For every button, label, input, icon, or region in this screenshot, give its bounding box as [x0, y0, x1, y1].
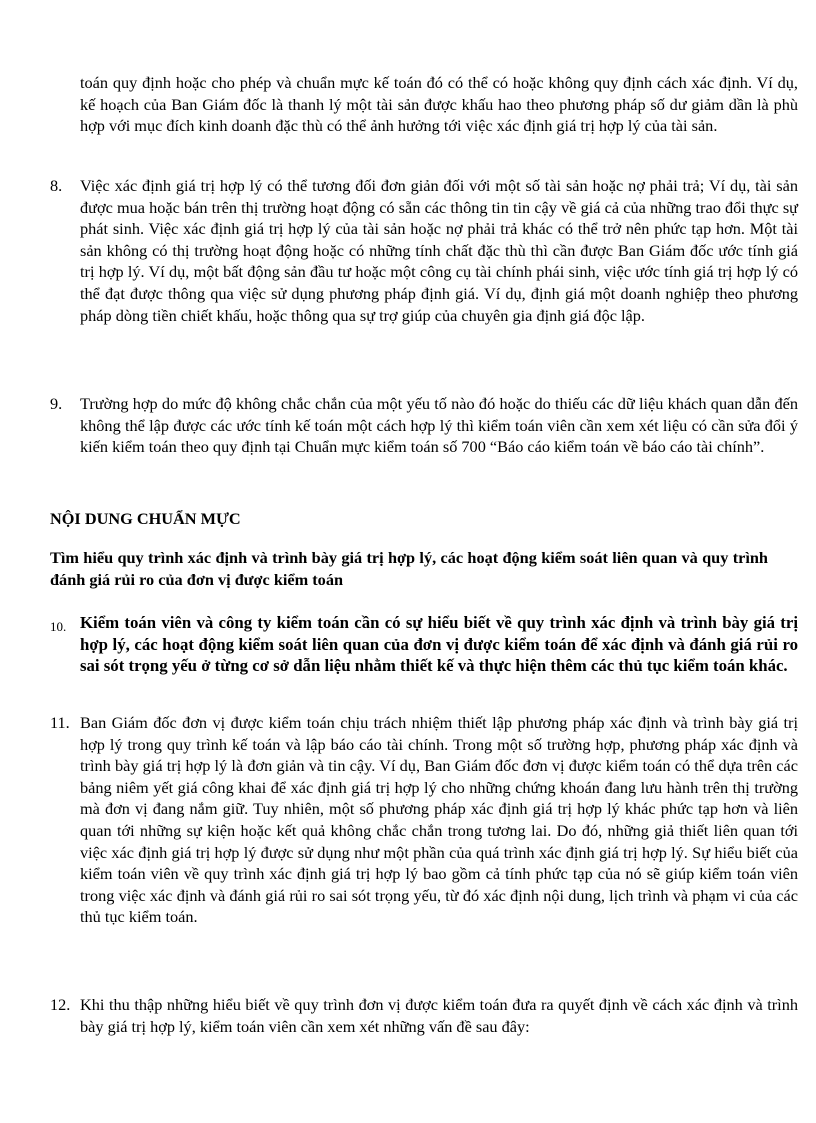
paragraph-8: [50, 175, 798, 326]
paragraph-number: 11.: [50, 713, 70, 732]
paragraph-text: Ban Giám đốc đơn vị được kiểm toán chịu trách nhiệm thiết lập phương pháp xác định và trình bày giá trị hợp lý trong quy trình kế toán và lập báo cáo tài chính. Trong một số trường hợp, phương pháp xác định và trình bày giá trị hợp lý là đơn giản và tin cậy. Ví dụ, Ban Giám đốc đơn vị được kiểm toán có thể dựa trên các bảng niêm yết giá công khai để xác định giá trị hợp lý cho những chứng khoán đang lưu hành trên thị trường mà đơn vị đang nắm giữ. Tuy nhiên, một số phương pháp xác định giá trị hợp lý khác phức tạp hơn và liên quan tới những sự kiện hoặc kết quả không chắc chắn trong tương lai. Do đó, những giả thiết liên quan tới việc xác định giá trị hợp lý được sử dụng như một phần của quá trình xác định giá trị hợp lý. Sự hiểu biết của kiểm toán viên về quy trình xác định giá trị hợp lý bao gồm cả tính phức tạp của nó sẽ giúp kiểm toán viên trong việc xác định và đánh giá rủi ro sai sót trọng yếu, từ đó xác định nội dung, lịch trình và phạm vi của các thủ tục kiểm toán.: [80, 713, 798, 927]
sub-heading: Tìm hiểu quy trình xác định và trình bày giá trị hợp lý, các hoạt động kiểm soát liên quan và quy trình đánh giá rủi ro của đơn vị được kiểm toán: [50, 548, 768, 589]
paragraph-10: [50, 612, 798, 677]
paragraph-9: [50, 393, 798, 458]
paragraph-number: 9.: [50, 394, 63, 413]
paragraph-12: [50, 994, 798, 1037]
paragraph-number: 8.: [50, 176, 63, 195]
paragraph-11: [50, 712, 798, 928]
paragraph-text: Kiểm toán viên và công ty kiểm toán cần có sự hiểu biết về quy trình xác định và trình bày giá trị hợp lý, các hoạt động kiểm soát liên quan của đơn vị được kiểm toán để xác định và đánh giá rủi ro sai sót trọng yếu ở từng cơ sở dẫn liệu nhằm thiết kế và thực hiện thêm các thủ tục kiểm toán khác.: [80, 613, 798, 676]
paragraph-number: 12.: [50, 995, 71, 1014]
paragraph-number: 10.: [50, 619, 67, 634]
paragraph-text: toán quy định hoặc cho phép và chuẩn mực kế toán đó có thể có hoặc không quy định cách xác định. Ví dụ, kế hoạch của Ban Giám đốc là thanh lý một tài sản được khấu hao theo phương pháp số dư giảm dần là phù hợp với mục đích kinh doanh đặc thù có thể ảnh hưởng tới việc xác định giá trị hợp lý của tài sản.: [80, 73, 798, 136]
paragraph-text: Khi thu thập những hiểu biết về quy trình đơn vị được kiểm toán đưa ra quyết định về cách xác định và trình bày giá trị hợp lý, kiểm toán viên cần xem xét những vấn đề sau đây:: [80, 995, 798, 1036]
paragraph-text: Việc xác định giá trị hợp lý có thể tương đối đơn giản đối với một số tài sản hoặc nợ phải trả; Ví dụ, tài sản được mua hoặc bán trên thị trường hoạt động có sẵn các thông tin tin cậy về giá cả của những trao đổi thực sự phát sinh. Việc xác định giá trị hợp lý của tài sản hoặc nợ phải trả khác có thể trở nên phức tạp hơn. Một tài sản không có thị trường hoạt động hoặc có những tính chất đặc thù thì cần được Ban Giám đốc ước tính giá trị hợp lý. Ví dụ, một bất động sản đầu tư hoặc một công cụ tài chính phái sinh, việc ước tính giá trị hợp lý có thể đạt được thông qua việc sử dụng phương pháp định giá. Ví dụ, định giá một doanh nghiệp theo phương pháp dòng tiền chiết khấu, hoặc thông qua sự trợ giúp của chuyên gia định giá độc lập.: [80, 176, 798, 325]
paragraph-7-continuation: [50, 72, 798, 137]
paragraph-text: Trường hợp do mức độ không chắc chắn của một yếu tố nào đó hoặc do thiếu các dữ liệu khách quan dẫn đến không thể lập được các ước tính kế toán một cách hợp lý thì kiểm toán viên cần xem xét liệu có cần sửa đổi ý kiến kiểm toán theo quy định tại Chuẩn mực kiểm toán số 700 “Báo cáo kiểm toán về báo cáo tài chính”.: [80, 394, 798, 457]
section-heading: NỘI DUNG CHUẨN MỰC: [50, 509, 241, 528]
